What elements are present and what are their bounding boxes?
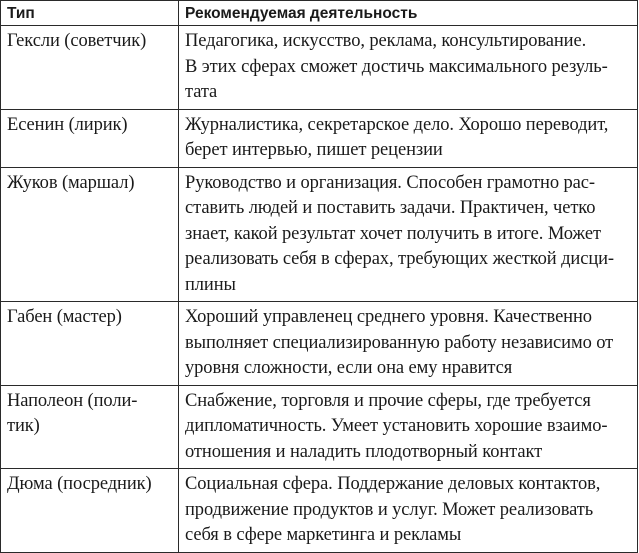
- table-row: [1, 109, 638, 167]
- type-cell: Гексли (советчик): [1, 26, 179, 110]
- table-row: [1, 302, 638, 386]
- table-header-row: [1, 1, 638, 26]
- activity-cell: Руководство и организация. Способен грамотно рас- ставить людей и поставить задачи. Практичен, четко знает, какой результат хочет получить в итоге. Может реализовать себя в сферах, требующих жесткой дисци- плины: [179, 167, 638, 302]
- table-row: [1, 385, 638, 469]
- header-activity: Рекомендуемая деятельность: [179, 1, 638, 26]
- type-cell: Дюма (посредник): [1, 469, 179, 553]
- type-cell: Габен (мастер): [1, 302, 179, 386]
- table-row: [1, 469, 638, 553]
- type-cell: Есенин (лирик): [1, 109, 179, 167]
- activity-cell: Снабжение, торговля и прочие сферы, где требуется дипломатичность. Умеет установить хорошие взаимо- отношения и наладить плодотворный контакт: [179, 385, 638, 469]
- type-cell: Жуков (маршал): [1, 167, 179, 302]
- table-row: [1, 26, 638, 110]
- type-cell: Наполеон (поли- тик): [1, 385, 179, 469]
- activity-cell: Журналистика, секретарское дело. Хорошо переводит, берет интервью, пишет рецензии: [179, 109, 638, 167]
- table-row: [1, 167, 638, 302]
- activity-cell: Социальная сфера. Поддержание деловых контактов, продвижение продуктов и услуг. Может реализовать себя в сфере маркетинга и рекламы: [179, 469, 638, 553]
- activity-cell: Хороший управленец среднего уровня. Качественно выполняет специализированную работу независимо от уровня сложности, если она ему нравится: [179, 302, 638, 386]
- activity-cell: Педагогика, искусство, реклама, консультирование. В этих сферах сможет достичь максимального резуль- тата: [179, 26, 638, 110]
- header-type: Тип: [1, 1, 179, 26]
